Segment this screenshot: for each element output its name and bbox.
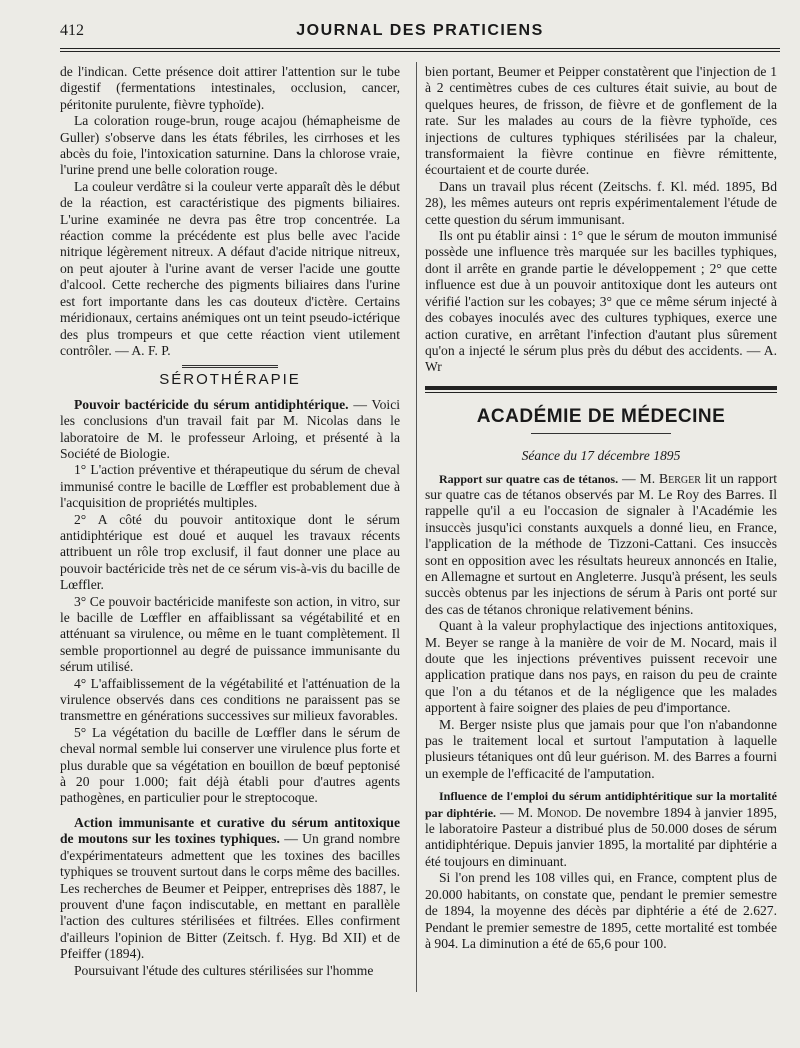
title-rule bbox=[531, 433, 671, 434]
article-title: Pouvoir bactéricide du sérum antidiphtérique. bbox=[74, 396, 349, 412]
conclusion-item: 1° L'action préventive et thérapeutique du sérum de cheval immunisé contre le bacille de Lœffler est probablement due à l'acquisition de propriétés multiples. bbox=[60, 462, 400, 511]
paragraph: de l'indican. Cette présence doit attirer l'attention sur le tube digestif (fermentations intestinales, occlusion, cancer, péritonite purulente, fièvre typhoïde). bbox=[60, 64, 400, 112]
paragraph: Poursuivant l'étude des cultures stérilisées sur l'homme bbox=[74, 962, 374, 978]
author-name: M. Berger bbox=[639, 470, 701, 486]
conclusion-item: 4° L'affaiblissement de la végétabilité et l'atténuation de la virulence observés dans ces conditions ne paraissent pas se transmettre en générations successives sur milieux favorables. bbox=[60, 675, 400, 724]
paragraph: M. Berger nsiste plus que jamais pour que l'on n'abandonne pas le traitement local et surtout l'amputation à laquelle plusieurs tétaniques ont dû leur guérison. M. des Barres a fourni un exemple de l'efficacité de l'amputation. bbox=[425, 716, 777, 781]
session-date: Séance du 17 décembre 1895 bbox=[521, 448, 681, 464]
article-body: lit un rapport sur quatre cas de tétanos observés par M. Le Roy des Barres. Il rappelle qu'il a eu l'occasion de signaler à l'Académie les insuccès jusqu'ici constants auxquels a donné lieu, en France, l'application de la méthode de Tizzoni-Cattani. Ces insuccès sont en opposition avec les résultats heureux annoncés en Italie, en Allemagne et surtout en Angleterre. Jusqu'à présent, les seuls succès obtenus par les injections de sérum à Paris ont porté sur des cas de tétanos chronique relativement bénins. bbox=[425, 470, 778, 617]
section-ornament bbox=[60, 365, 400, 368]
conclusion-item: 5° La végétation du bacille de Lœffler dans le sérum de cheval normal semble lui conserver une virulence plus forte et plus durable que sa végétation en bouillon de bœuf peptonisé à 20 pour 1.000; fait déjà établi pour d'autres agents pathogènes, en particulier pour le streptocoque. bbox=[60, 724, 400, 806]
article-title: Action immunisante et curative du sérum antitoxique de moutons sur les toxines typhiques. bbox=[60, 814, 400, 847]
section-title: ACADÉMIE DE MÉDECINE bbox=[476, 405, 726, 427]
page-number: 412 bbox=[60, 22, 84, 39]
page-header bbox=[60, 18, 780, 48]
right-column bbox=[425, 64, 777, 952]
section-rule-thick bbox=[425, 386, 777, 390]
column-divider bbox=[416, 62, 417, 992]
article-title: Rapport sur quatre cas de tétanos. bbox=[439, 471, 619, 486]
paragraph: bien portant, Beumer et Peipper constatèrent que l'injection de 1 à 2 centimètres cubes de ces cultures était suivie, au bout de quelques heures, de frisson, de fièvre et de gonflement de la rate. Sur les malades au cours de la fièvre typhoïde, ces injections de cultures typhiques stérilisées par la chaleur, transformaient la fièvre continue en fièvre rémittente, écourtaient et de courte durée. bbox=[425, 64, 777, 178]
conclusion-item: 2° A côté du pouvoir antitoxique dont le sérum antidiphtérique est doué et auquel les travaux récents attribuent un rôle trop exclusif, il faut donner une place au pouvoir bactéricide très net de ce sérum vis-à-vis du bacille de Lœffler. bbox=[60, 511, 400, 593]
article-title: Influence de l'emploi du sérum antidiphtéritique sur la mortalité par diphtérie. bbox=[425, 789, 777, 820]
journal-title: JOURNAL DES PRATICIENS bbox=[296, 22, 544, 39]
author-name: M. Monod. bbox=[517, 804, 582, 820]
paragraph: Ils ont pu établir ainsi : 1° que le sérum de mouton immunisé possède une influence très marquée sur les bacilles typhiques, dont il arrête en grande partie le développement ; 2° que cette influence est due à un pouvoir antitoxique dont les auteurs ont vérifié l'action sur les cobayes; 3° que ce même sérum injecté à des cobayes inoculés avec des cultures typhiques, exerce une action curative, en arrêtant l'infection d'autant plus sûrement qu'on a injecté le sérum plus près du début des accidents. — A. Wr bbox=[425, 228, 777, 375]
article-body: — Un grand nombre d'expérimentateurs admettent que les toxines des bacilles typhiques se trouvent surtout dans le corps même des bacilles. Les recherches de Beumer et Peipper, entreprises dès 1887, le prouvent d'une façon indiscutable, en mettant en parallèle l'action des cultures stérilisées et filtrées. Elles confirment d'ailleurs l'opinion de Bitter (Zeitsch. f. Hyg. Bd XII) et de Pfeiffer (1894). bbox=[60, 831, 400, 962]
left-column bbox=[60, 64, 400, 979]
header-rule bbox=[60, 48, 780, 52]
article-intro: — Voici les conclusions d'un travail fait par M. Nicolas dans le laboratoire de M. le professeur Arloing, et présenté à la Société de Biologie. bbox=[60, 396, 401, 461]
article-paragraph bbox=[60, 815, 400, 963]
conclusion-item: 3° Ce pouvoir bactéricide manifeste son action, in vitro, sur le bacille de Lœffler en affaiblissant sa végétabilité et en atténuant sa virulence, ou même en le tuant complètement. Il semble proportionnel au degré de puissance immunisante du sérum utilisé. bbox=[60, 593, 400, 675]
article-paragraph bbox=[60, 397, 400, 463]
paragraph: La coloration rouge-brun, rouge acajou (hémapheisme de Guller) s'observe dans les états fébriles, les cirrhoses et les abcès du foie, l'intoxication saturnine. Dans la chlorose vraie, l'urine prend une belle coloration rouge. bbox=[60, 113, 400, 178]
paragraph: Quant à la valeur prophylactique des injections antitoxiques, M. Beyer se range à la manière de voir de M. Nocard, mais il doute que les injections préventives puissent recevoir une application pratique dans nos pays, en raison du peu de crainte que l'on a du tétanos et de la négligence que les malades apportent à faire soigner des plaies de peu d'importance. bbox=[425, 618, 777, 716]
paragraph: Dans un travail plus récent (Zeitschs. f. Kl. méd. 1895, Bd 28), les mêmes auteurs ont repris expérimentalement l'étude de cette question du sérum immunisant. bbox=[425, 178, 777, 227]
section-title: SÉROTHÉRAPIE bbox=[159, 371, 301, 389]
section-rule-thin bbox=[425, 392, 777, 393]
article-body: De novembre 1894 à janvier 1895, le laboratoire Pasteur a distribué plus de 50.000 doses de sérum antidiphtérique. Depuis janvier 1895, la mortalité par diphtérie a été toujours en diminuant. bbox=[425, 804, 778, 869]
article-paragraph: Influence de l'emploi du sérum antidiphtéritique sur la mortalité par diphtérie. — M. Monod. De novembre 1894 à janvier 1895, le laboratoire Pasteur a distribué plus de 50.000 doses de sérum antidiphtérique. Depuis janvier 1895, la mortalité par diphtérie a été toujours en diminuant. bbox=[425, 789, 778, 869]
article-paragraph: Rapport sur quatre cas de tétanos. — M. Berger lit un rapport sur quatre cas de tétanos observés par M. Le Roy des Barres. Il rappelle qu'il a eu l'occasion de signaler à l'Académie les insuccès jusqu'ici constants auxquels a donné lieu, en France, l'application de la méthode de Tizzoni-Cattani. Ces insuccès sont en opposition avec les résultats heureux annoncés en Italie, en Allemagne et surtout en Angleterre. Jusqu'à présent, les seuls succès obtenus par les injections de sérum à Paris ont porté sur des cas de tétanos chronique relativement bénins. bbox=[425, 470, 778, 617]
paragraph: Si l'on prend les 108 villes qui, en France, comptent plus de 20.000 habitants, on constate que, pendant le premier semestre de 1894, la moyenne des décès par diphtérie a été de 2.627. Pendant le premier semestre de 1895, cette mortalité est tombée à 904. La diminution a été de 65,6 pour 100. bbox=[425, 870, 777, 951]
paragraph: La couleur verdâtre si la couleur verte apparaît dès le début de la réaction, est caractéristique des pigments biliaires. L'urine examinée ne devra pas être trop concentrée. La réaction comme la précédente est plus belle avec l'acide nitrique légèrement nitreux. A défaut d'acide nitrique nitreux, on peut ajouter à l'urine avant de verser l'acide une goutte d'alcool. Cette recherche des pigments biliaires dans l'urine est fort importante dans les cas douteux d'ictère. Certains méridionaux, certains anémiques ont un teint pseudo-ictérique des plus trompeurs et que cette réaction vient utilement contrôler. — A. F. P. bbox=[60, 178, 400, 358]
